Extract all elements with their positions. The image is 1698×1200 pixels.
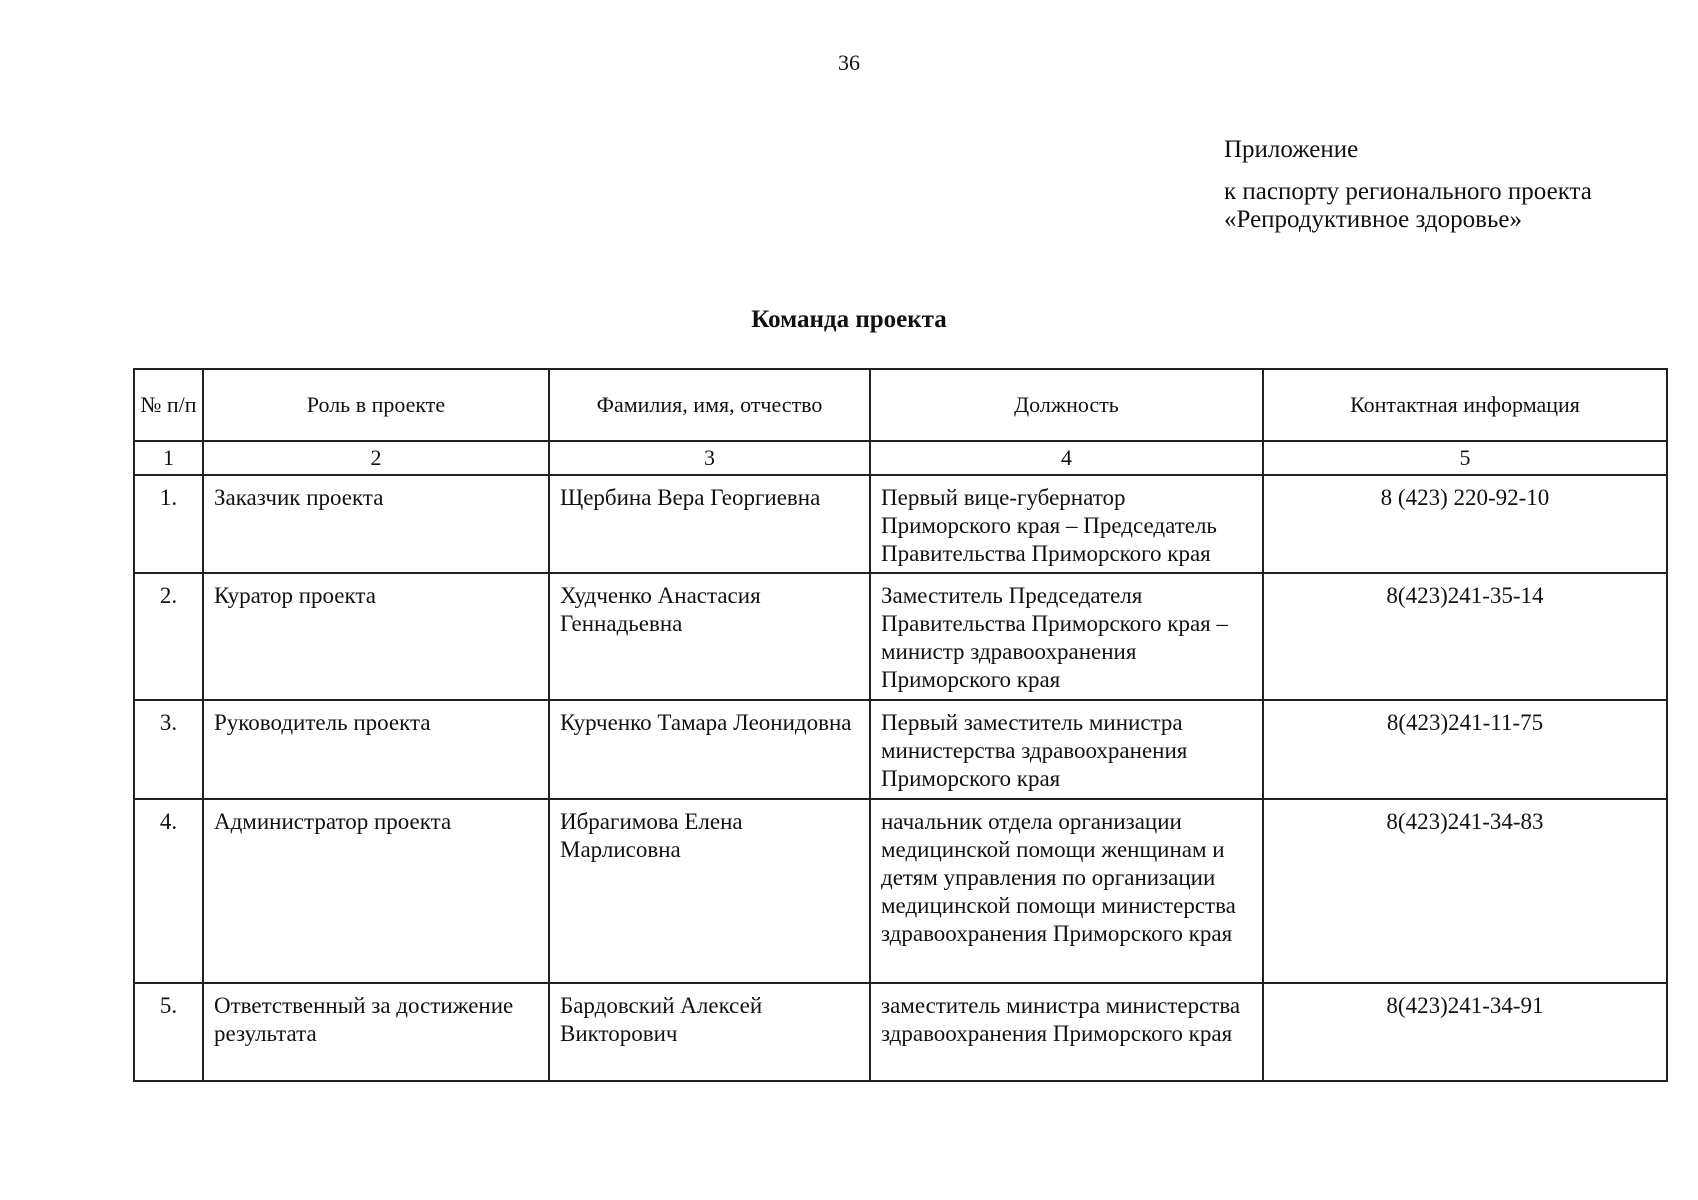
role-cell: Руководитель проекта [203,700,549,799]
contact-cell: 8(423)241-34-83 [1263,799,1667,983]
name-cell: Курченко Тамара Леонидовна [549,700,870,799]
header-number: № п/п [134,369,203,441]
column-number: 5 [1263,441,1667,475]
header-full-name: Фамилия, имя, отчество [549,369,870,441]
document-title: Команда проекта [751,306,947,333]
appendix-note [1224,136,1592,234]
project-team-table [133,368,1668,1082]
table-row [134,573,1667,700]
name-cell: Худченко Анастасия Геннадьевна [549,573,870,700]
header-role: Роль в проекте [203,369,549,441]
contact-cell: 8(423)241-34-91 [1263,983,1667,1081]
role-cell: Ответственный за достижение результата [203,983,549,1081]
position-cell: Заместитель Председателя Правительства Приморского края – министр здравоохранения Приморского края [870,573,1263,700]
header-contact: Контактная информация [1263,369,1667,441]
role-cell: Администратор проекта [203,799,549,983]
table-row [134,983,1667,1081]
table-row [134,799,1667,983]
position-cell: Первый вице-губернатор Приморского края – Председатель Правительства Приморского края [870,475,1263,573]
role-cell: Заказчик проекта [203,475,549,573]
header-position: Должность [870,369,1263,441]
table-header-row [134,369,1667,441]
appendix-label: Приложение [1224,136,1359,163]
contact-cell: 8(423)241-11-75 [1263,700,1667,799]
contact-cell: 8(423)241-35-14 [1263,573,1667,700]
position-cell: начальник отдела организации медицинской помощи женщинам и детям управления по организации медицинской помощи министерства здравоохранения Приморского края [870,799,1263,983]
page-number: 36 [838,50,860,75]
row-number: 2. [134,573,203,700]
column-number: 1 [134,441,203,475]
appendix-project-name: «Репродуктивное здоровье» [1224,206,1522,233]
column-number: 3 [549,441,870,475]
position-cell: заместитель министра министерства здравоохранения Приморского края [870,983,1263,1081]
column-number: 2 [203,441,549,475]
column-number-row [134,441,1667,475]
table-row [134,700,1667,799]
role-cell: Куратор проекта [203,573,549,700]
contact-cell: 8 (423) 220-92-10 [1263,475,1667,573]
name-cell: Щербина Вера Георгиевна [549,475,870,573]
column-number: 4 [870,441,1263,475]
name-cell: Бардовский Алексей Викторович [549,983,870,1081]
row-number: 3. [134,700,203,799]
name-cell: Ибрагимова Елена Марлисовна [549,799,870,983]
row-number: 4. [134,799,203,983]
row-number: 5. [134,983,203,1081]
row-number: 1. [134,475,203,573]
appendix-reference: к паспорту регионального проекта [1224,178,1592,205]
table-row [134,475,1667,573]
position-cell: Первый заместитель министра министерства здравоохранения Приморского края [870,700,1263,799]
